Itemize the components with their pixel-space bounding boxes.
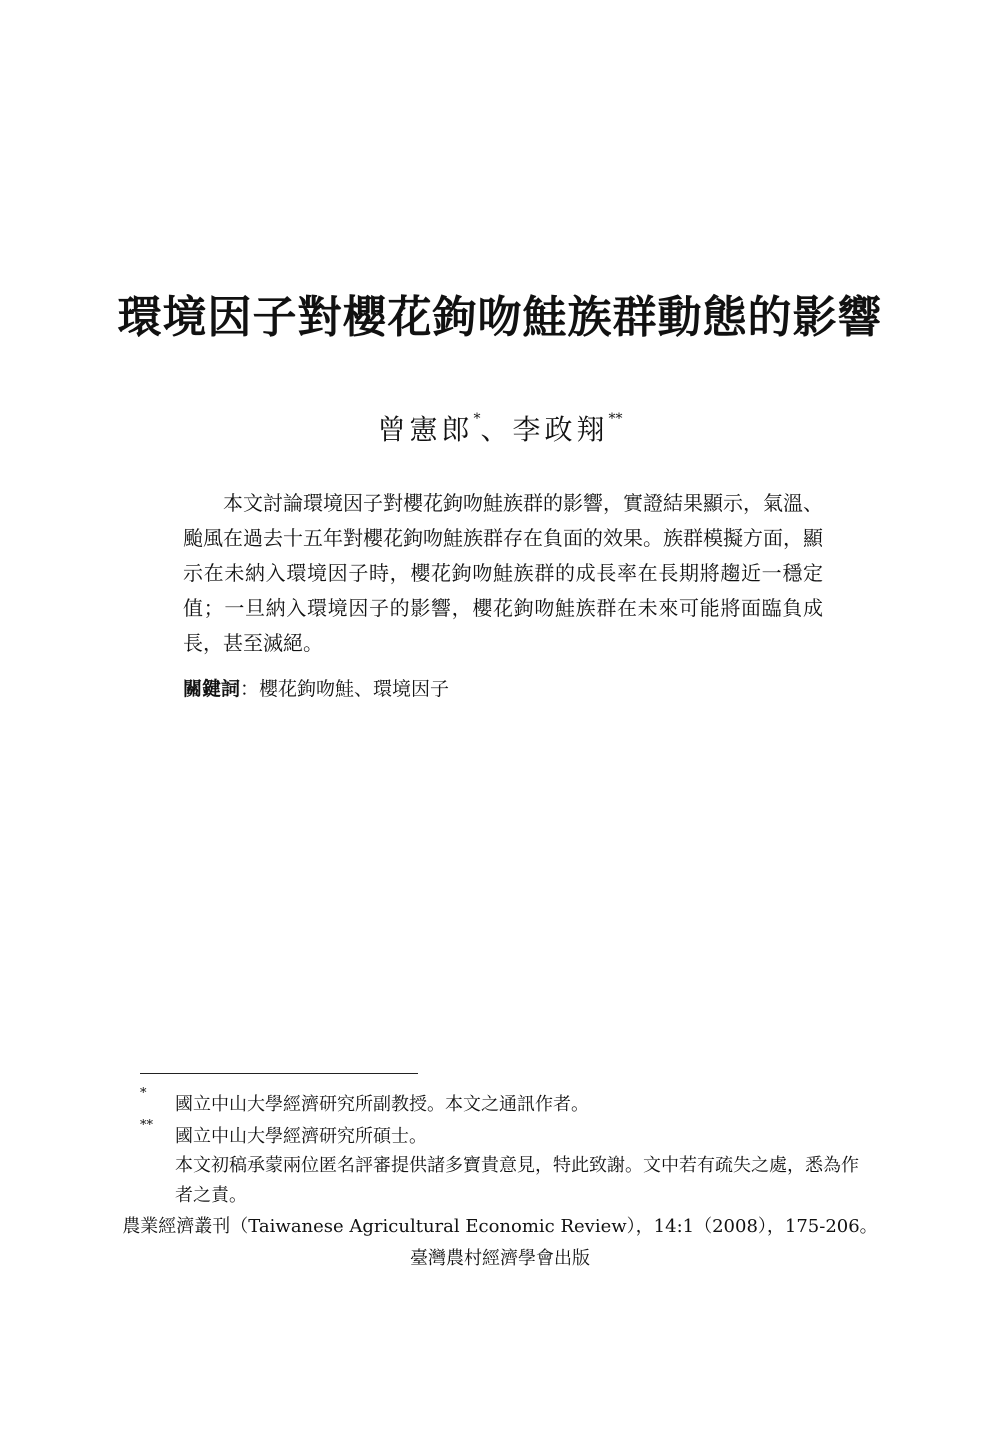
keywords-colon: ： [240,678,260,700]
journal-citation: 農業經濟叢刊（Taiwanese Agricultural Economic Review），14:1（2008），175-206。 [122,1216,878,1237]
paper-title: 環境因子對櫻花鉤吻鮭族群動態的影響 [117,292,883,343]
author-separator: 、 [480,413,513,446]
footnote-text: 本文初稿承蒙兩位匿名評審提供諸多寶貴意見，特此致謝。文中若有疏失之處，悉為作者之責。 [175,1155,859,1206]
author-footnote-mark[interactable]: * [473,411,481,427]
keywords-value: 櫻花鉤吻鮭、環境因子 [259,678,450,700]
footnote-text: 國立中山大學經濟研究所碩士。 [175,1126,427,1147]
publisher-line: 臺灣農村經濟學會出版 [410,1248,590,1269]
footnote-mark: * [140,1086,147,1101]
author-footnote-mark[interactable]: ** [608,411,623,427]
footnote-text: 國立中山大學經濟研究所副教授。本文之通訊作者。 [175,1094,589,1115]
footnote-mark: ** [140,1118,153,1133]
footnote [140,1118,870,1152]
keywords-label: 關鍵詞 [183,678,241,700]
footnote [140,1151,870,1211]
author-name: 曾憲郎 [377,413,474,446]
footnote-divider [140,1073,418,1074]
author-name: 李政翔 [512,413,609,446]
footnote [140,1086,870,1120]
author-line [0,410,1000,450]
abstract-paragraph: 本文討論環境因子對櫻花鉤吻鮭族群的影響，實證結果顯示，氣溫、颱風在過去十五年對櫻花鉤吻鮭族群存在負面的效果。族群模擬方面，顯示在未納入環境因子時，櫻花鉤吻鮭族群的成長率在長期將趨近一穩定值；一旦納入環境因子的影響，櫻花鉤吻鮭族群在未來可能將面臨負成長，甚至滅絕。 [183,491,823,655]
keywords-line [183,674,823,704]
